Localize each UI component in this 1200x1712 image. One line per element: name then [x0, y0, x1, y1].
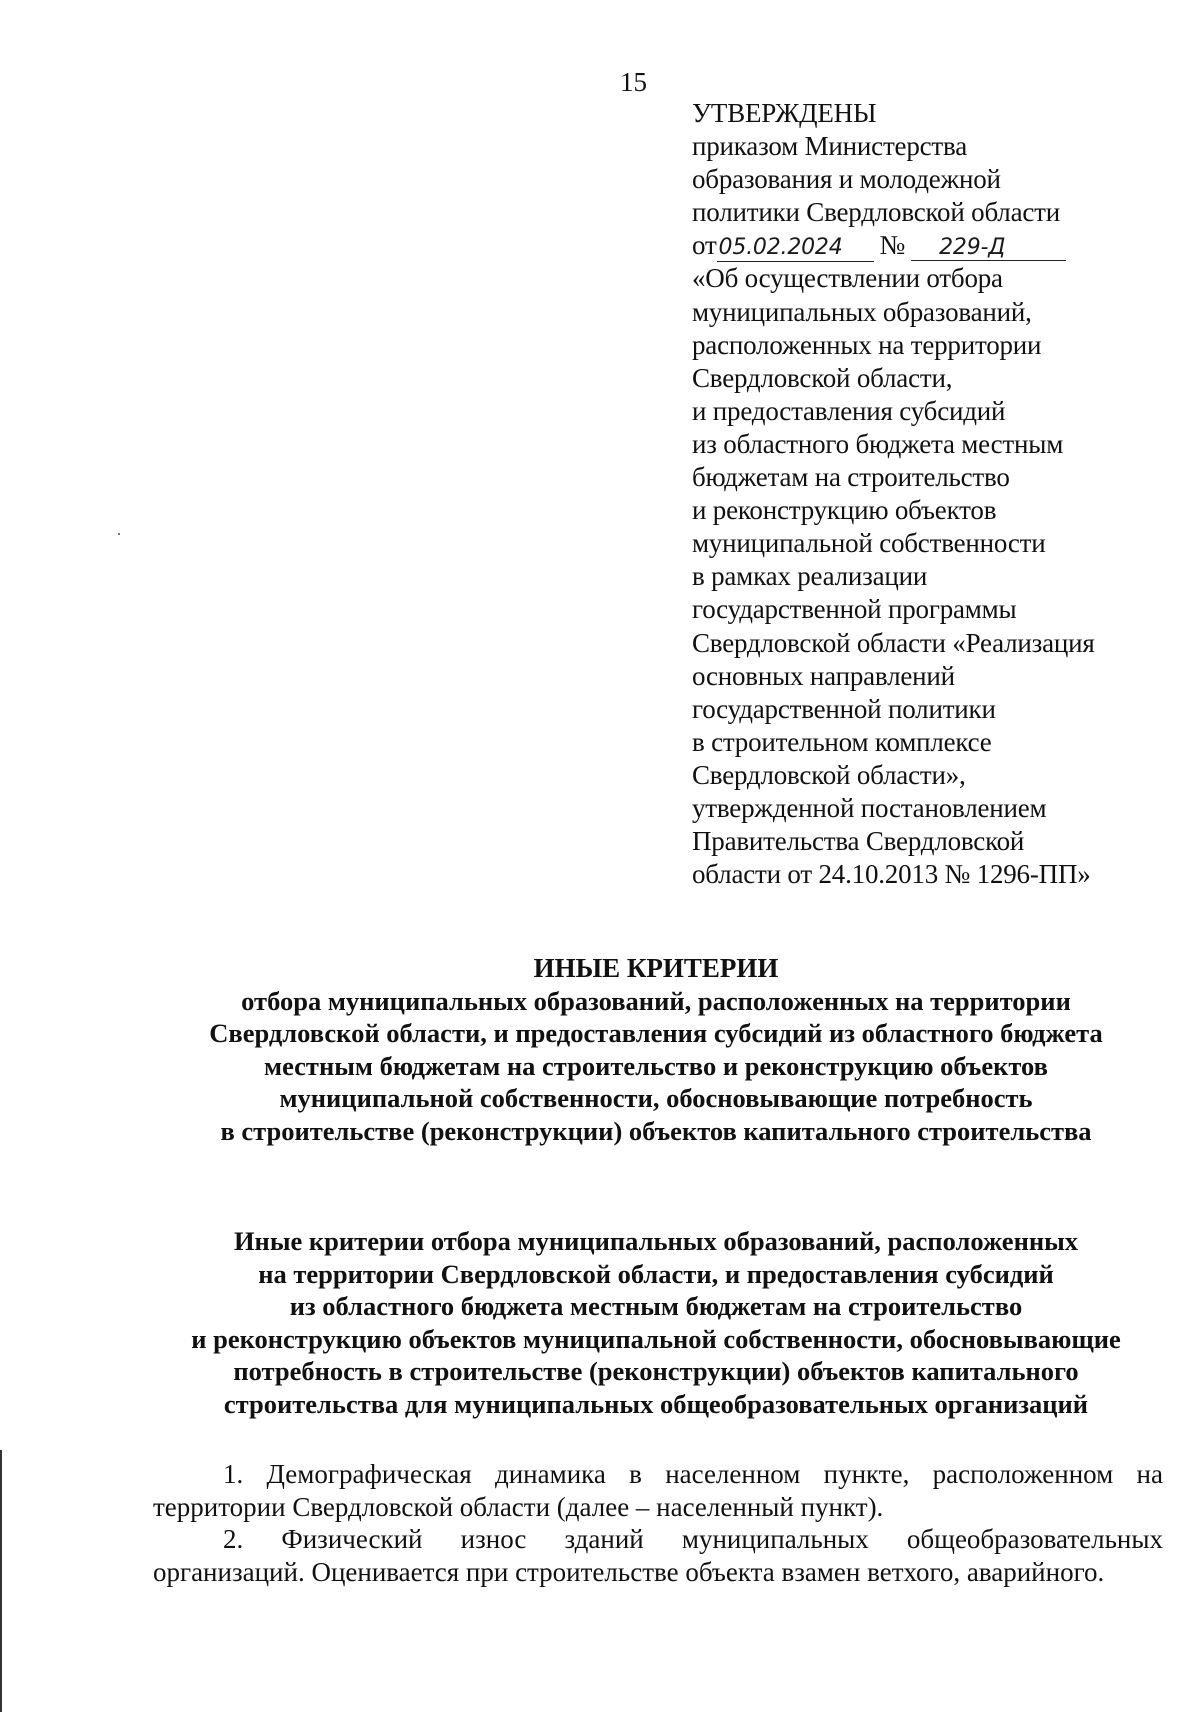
scan-edge-line — [0, 1450, 2, 1712]
approval-subject-line: основных направлений — [692, 660, 955, 691]
approval-subject-line: «Об осуществлении отбора — [692, 263, 1003, 294]
paragraph-criterion-1: 1. Демографическая динамика в населенном пункте, расположенном на территории Свердловской области (далее – населенный пункт). — [153, 1459, 1163, 1522]
title-line: местным бюджетам на строительство и реконструкцию объектов — [264, 1050, 1048, 1081]
approval-subject-line: в строительном комплексе — [692, 726, 992, 757]
date-prefix: от — [692, 230, 717, 261]
approval-line: приказом Министерства — [692, 131, 968, 162]
approval-subject-line: расположенных на территории — [692, 329, 1042, 360]
approval-subject-line: Свердловской области, — [692, 362, 953, 393]
document-title — [140, 952, 1172, 1148]
title-line: Свердловской области, и предоставления субсидий из областного бюджета — [209, 1018, 1103, 1049]
body-text — [153, 1458, 1163, 1588]
approval-subject-line: бюджетам на строительство — [692, 462, 1010, 493]
order-date-number-line — [692, 229, 1172, 262]
approval-subject-line: муниципальной собственности — [692, 528, 1046, 559]
subtitle-line: потребность в строительстве (реконструкции) объектов капитального — [233, 1356, 1079, 1387]
subtitle-line: и реконструкцию объектов муниципальной собственности, обосновывающие — [191, 1323, 1121, 1354]
paragraph-criterion-2: 2. Физический износ зданий муниципальных общеобразовательных организаций. Оценивается при строительстве объекта взамен ветхого, аварийного. — [153, 1524, 1163, 1587]
approval-subject-line: из областного бюджета местным — [692, 428, 1064, 459]
page-number: 15 — [620, 67, 647, 97]
handwritten-number: 229-Д — [911, 235, 1066, 261]
subtitle-line: из областного бюджета местным бюджетам на строительство — [289, 1291, 1023, 1322]
approval-subject-line: Правительства Свердловской — [692, 826, 1025, 857]
handwritten-date: 05.02.2024 — [717, 235, 874, 262]
approval-subject-line: утвержденной постановлением — [692, 792, 1047, 823]
approval-line: политики Свердловской области — [692, 197, 1060, 228]
subtitle-line: Иные критерии отбора муниципальных образований, расположенных — [233, 1226, 1079, 1256]
approval-subject-line: муниципальных образований, — [692, 296, 1032, 327]
approval-subject-line: в рамках реализации — [692, 561, 928, 592]
title-heading: ИНЫЕ КРИТЕРИИ — [533, 953, 779, 983]
subtitle-line: строительства для муниципальных общеобразовательных организаций — [223, 1388, 1089, 1419]
section-subtitle — [140, 1225, 1172, 1421]
approval-subject-line: государственной политики — [692, 693, 996, 724]
title-line: в строительстве (реконструкции) объектов капитального строительства — [220, 1115, 1092, 1146]
approval-subject-line: области от 24.10.2013 № 1296-ПП» — [692, 859, 1091, 890]
approval-heading: УТВЕРЖДЕНЫ — [692, 98, 877, 128]
approval-subject-line: и реконструкцию объектов — [692, 495, 997, 526]
number-sign: № — [879, 230, 906, 261]
approval-subject-line: Свердловской области «Реализация — [692, 627, 1095, 658]
title-line: отбора муниципальных образований, расположенных на территории — [241, 985, 1071, 1016]
approval-line: образования и молодежной — [692, 164, 1001, 195]
title-line: муниципальной собственности, обосновывающие потребность — [279, 1083, 1033, 1114]
scan-artifact — [118, 533, 120, 535]
approval-subject-line: и предоставления субсидий — [692, 395, 1006, 426]
approval-subject-line: Свердловской области», — [692, 759, 966, 790]
approval-block — [692, 97, 1172, 891]
subtitle-line: на территории Свердловской области, и предоставления субсидий — [258, 1258, 1054, 1289]
approval-subject-line: государственной программы — [692, 594, 1017, 625]
